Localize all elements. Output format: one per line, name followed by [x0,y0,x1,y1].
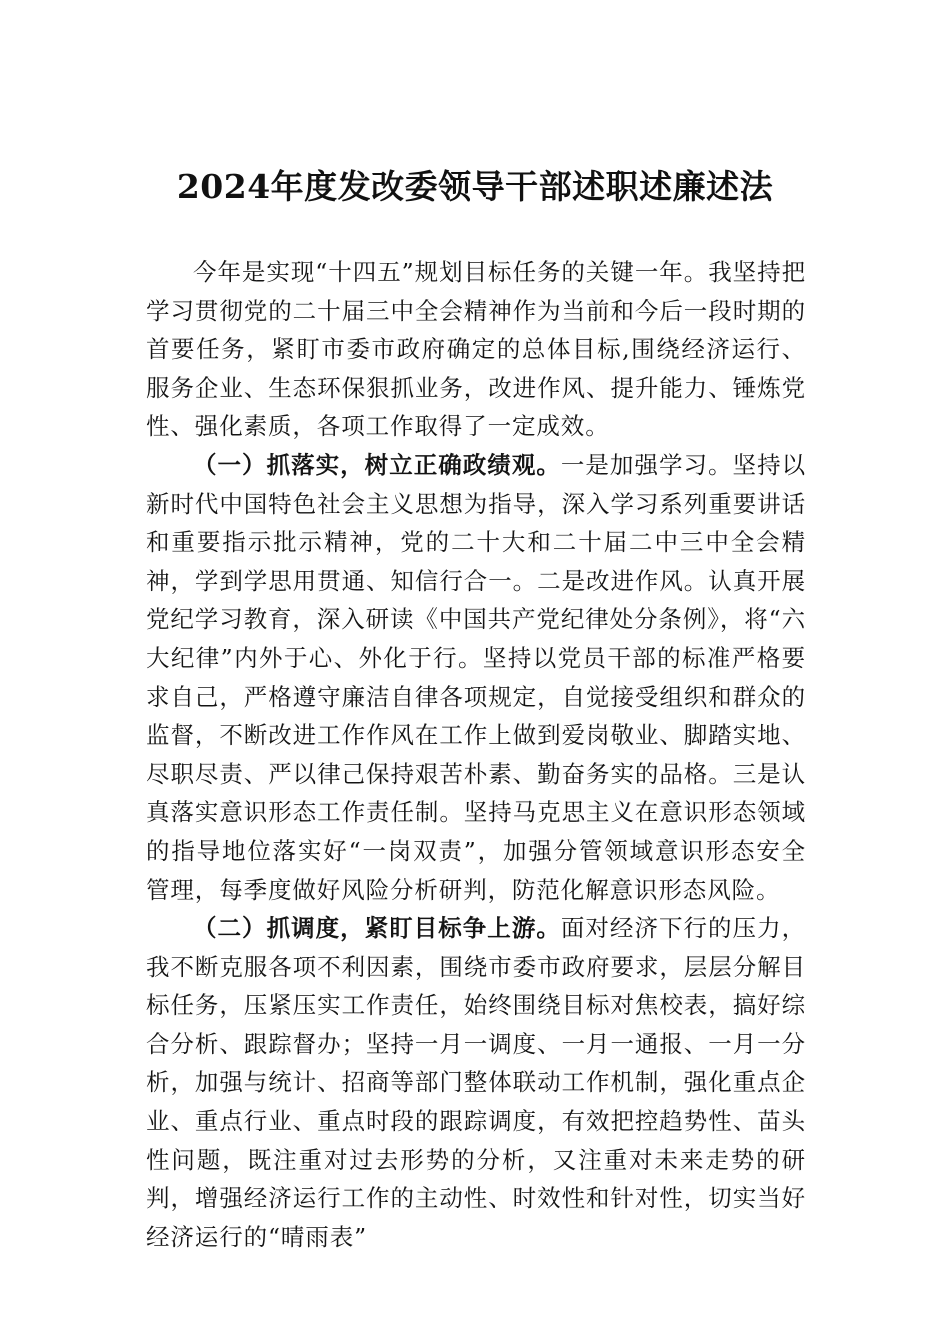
paragraph-text: 面对经济下行的压力，我不断克服各项不利因素，围绕市委市政府要求，层层分解目标任务，压紧压实工作责任，始终围绕目标对焦校表，搞好综合分析、跟踪督办；坚持一月一调度、一月一通报、一月一分析，加强与统计、招商等部门整体联动工作机制，强化重点企业、重点行业、重点时段的跟踪调度，有效把控趋势性、苗头性问题，既注重对过去形势的分析，又注重对未来走势的研判，增强经济运行工作的主动性、时效性和针对性，切实当好经济运行的“晴雨表” [146,914,806,1251]
paragraph-intro [146,253,806,446]
section-heading: （一）抓落实，树立正确政绩观。 [193,450,561,479]
paragraph-section-1 [146,446,806,909]
paragraph-section-2 [146,909,806,1256]
section-heading: （二）抓调度，紧盯目标争上游。 [193,914,561,943]
document-body [146,253,806,1256]
paragraph-text: 一是加强学习。坚持以新时代中国特色社会主义思想为指导，深入学习系列重要讲话和重要指示批示精神，党的二十大和二十届二中三中全会精神，学到学思用贯通、知信行合一。二是改进作风。认真开展党纪学习教育，深入研读《中国共产党纪律处分条例》，将“六大纪律”内外于心、外化于行。坚持以党员干部的标准严格要求自己，严格遵守廉洁自律各项规定，自觉接受组织和群众的监督，不断改进工作作风在工作上做到爱岗敬业、脚踏实地、尽职尽责、严以律己保持艰苦朴素、勤奋务实的品格。三是认真落实意识形态工作责任制。坚持马克思主义在意识形态领域的指导地位落实好“一岗双责”，加强分管领域意识形态安全管理，每季度做好风险分析研判，防范化解意识形态风险。 [146,450,806,904]
document-title: 2024年度发改委领导干部述职述廉述法 [176,167,774,206]
paragraph-text: 今年是实现“十四五”规划目标任务的关键一年。我坚持把学习贯彻党的二十届三中全会精神作为当前和今后一段时期的首要任务，紧盯市委市政府确定的总体目标,围绕经济运行、服务企业、生态环保狠抓业务，改进作风、提升能力、锤炼党性、强化素质，各项工作取得了一定成效。 [146,258,806,441]
